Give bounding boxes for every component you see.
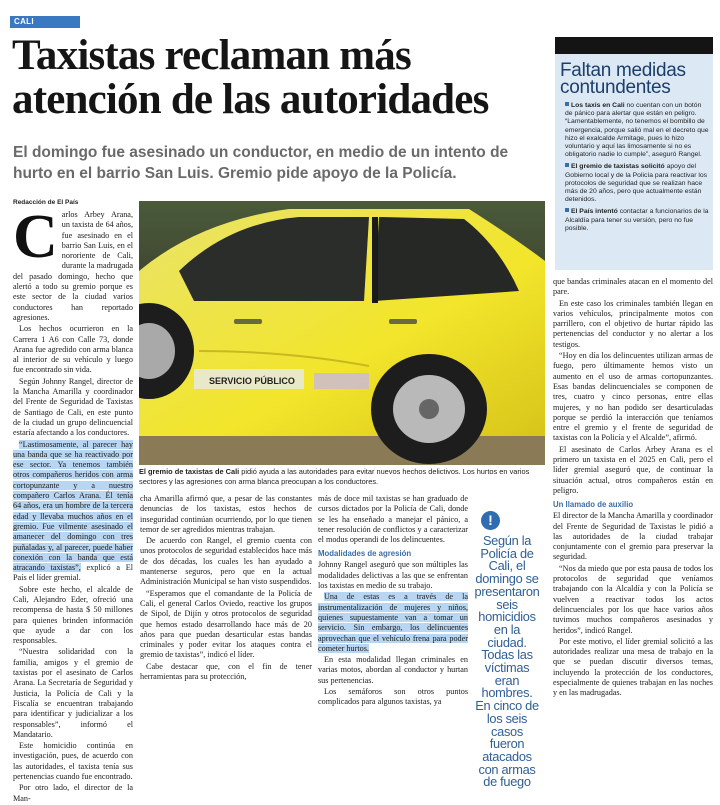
sidebar-item-lead: El gremio de taxistas solicitó — [571, 163, 665, 171]
paragraph: Johnny Rangel aseguró que son múltiples las modalidades delictivas a las que se enfrentan los taxistas en medio de su trabajo. — [318, 560, 468, 591]
bullet-square-icon — [565, 102, 569, 106]
bullet-square-icon — [565, 208, 569, 212]
sidebar-header-bar — [555, 37, 713, 54]
article-column-1 — [13, 203, 133, 805]
paragraph: cha Amarilla afirmó que, a pesar de las constantes denuncias de los taxistas, estos hechos de inseguridad continúan ocurriendo, por lo que tienen temor de ser agredidos mientras trabajan. — [140, 494, 312, 534]
paragraph: arlos Arbey Arana, un taxista de 64 años, fue asesinado en el barrio San Luis, en el nororiente de Cali, durante la madrugada del pasado domingo, hecho que alertó a todo su gremio porque es este sector de la ciudad varios conductores han reportado agresiones. — [13, 210, 133, 322]
caption-text: pidió ayuda a las autoridades para evitar nuevos hechos delictivos. Los hurtos en varios sectores y las agresiones con arma blanca preocupan a los conductores. — [139, 467, 530, 486]
paragraph: que bandas criminales atacan en el momento del pare. — [553, 277, 713, 297]
dropcap: C — [13, 203, 58, 271]
taxi-photo — [139, 201, 545, 465]
sidebar-body — [555, 96, 713, 233]
paragraph: Los hechos ocurrieron en la Carrera 1 A6 con Calle 73, donde Arana fue agredido con arma blanca al interior de su vehículo y luego fue encontrado sin vida. — [13, 324, 133, 375]
paragraph: “Nuestra solidaridad con la familia, amigos y el gremio de taxistas por el asesinato de Carlos Arana. La Secretaría de Seguridad y Justicia, la Policía de Cali y la Fiscalía se encuentran trabajando para identificar y judicializar a los responsables”, informó el Mandatario. — [13, 647, 133, 739]
sidebar-item — [565, 102, 709, 159]
subheadline: El domingo fue asesinado un conductor, en medio de un intento de hurto en el barrio San Luis. Gremio pide apoyo de la Policía. — [13, 144, 509, 182]
section-subhead: Un llamado de auxilio — [553, 500, 634, 510]
section-subhead: Modalidades de agresión — [318, 549, 412, 559]
byline: Redacción de El País — [13, 199, 79, 206]
sidebar-title: Faltan medidas contundentes — [560, 60, 686, 98]
sidebar-item — [565, 208, 709, 233]
sidebar-item-lead: Los taxis en Cali — [571, 102, 625, 109]
paragraph: En esta modalidad llegan criminales en varias motos, abordan al conductor y hurtan sus pertenencias. — [318, 655, 468, 685]
section-tag: CALI — [10, 16, 80, 28]
paragraph: En este caso los criminales también llegan en varios vehículos, principalmente motos con parrillero, con el objetivo de hurtar rápido las pertenencias del conductor y no alertar a los testigos. — [553, 298, 713, 349]
paragraph: Por otro lado, el director de la Man- — [13, 783, 133, 803]
sidebar-box — [555, 37, 713, 270]
paragraph: Por este motivo, el líder gremial solicitó a las autoridades realizar una mesa de trabajo en la que se puedan discutir diversos temas, incluyendo la protección de los conductores, especialmente de quienes trabajan en las noches y en las madrugadas. — [553, 636, 713, 698]
paragraph: Sobre este hecho, el alcalde de Cali, Alejandro Eder, ofreció una recompensa de hasta $ 50 millones para quienes brinden información que ayude a dar con los responsables. — [13, 584, 133, 646]
sidebar-item-text: apoyo del Gobierno local y de la Policía para reactivar los protocolos de seguridad que se realizan hace más de 20 años, pero que actualmente están detenidos. — [565, 163, 708, 204]
paragraph: El director de la Mancha Amarilla y coordinador del Frente de Seguridad de Taxistas le pidió a las autoridades de la ciudad trabajar conjuntamente con el gremio para preservar la seguridad. — [553, 511, 713, 562]
exclamation-icon — [481, 511, 500, 530]
photo-caption — [139, 467, 544, 487]
paragraph: más de doce mil taxistas se han graduado de cursos dictados por la Policía de Cali, donde se les ha enseñado a manejar el pánico, a tener resolución de conflictos y a caracterizar el modus operandi de los delincuentes. — [318, 494, 468, 545]
sidebar-item-text: contactar a funcionarios de la Alcaldía para tener su versión, pero no fue posible. — [565, 208, 709, 232]
paragraph: De acuerdo con Rangel, el gremio cuenta con unos protocolos de seguridad establecidos hace más de dos décadas, los cuales les han ayudado a mantenerse seguros, pero que en la actual Administración Municipal se han visto suspendidos. — [140, 536, 312, 587]
paragraph: “Nos da miedo que por esta pausa de todos los protocolos de seguridad que veníamos trabajando con la Alcaldía y con la Policía se vuelven a reactivar todos los actos delincuenciales por los que hace varios años tuvimos muchos compañeros asesinados y heridos”, indicó Rangel. — [553, 563, 713, 635]
headline: Taxistas reclaman más atención de las autoridades — [12, 32, 489, 123]
paragraph: Según Johnny Rangel, director de la Mancha Amarilla y coordinador del Frente de Seguridad de Taxistas de Santiago de Cali, en este punto de la ciudad un grupo delincuencial estaría afectando a los conductores. — [13, 376, 133, 438]
sidebar-item-text: no cuentan con un botón de pánico para alertar que están en peligro. “Lamentablemente, no tenemos el bombillo de emergencia, porque salió mal en el decreto que hizo el exalcalde Armitage, pues lo hizo voluntario y aquí las limosamente si no es obligatorio nadie lo cumple”, aseguró Rangel. — [565, 102, 709, 159]
bullet-square-icon — [565, 163, 569, 167]
plate-text: SERVICIO PÚBLICO — [209, 376, 295, 386]
sidebar-item — [565, 163, 709, 204]
paragraph — [13, 440, 133, 584]
caption-lead: El gremio de taxistas de Cali — [139, 467, 240, 476]
article-column-2 — [140, 494, 312, 683]
paragraph: Los semáforos son otros puntos complicados para algunos taxistas, ya — [318, 687, 468, 707]
paragraph: “Hoy en día los delincuentes utilizan armas de fuego, pero últimamente hemos visto un aumento en el uso de armas cortopunzantes. Esas bandas delincuenciales se componen de tres, cuatro y cinco personas, entre ellas mujeres, y no han podido ser desarticuladas porque se perdió la interacción que teníamos entre el gremio y el frente de seguridad de taxistas con la Policía y el Alcalde”, afirmó. — [553, 351, 713, 443]
paragraph: El asesinato de Carlos Arbey Arana es el primero un taxista en el 2025 en Cali, pero el líder gremial aseguró que, de continuar la situación actual, otros compañeros están en peligro. — [553, 444, 713, 495]
highlighted-text: Una de estas es a través de la instrumentalización de mujeres y niños, quienes supuestamente van a tomar un servicio. Sin embargo, los delincuentes aprovechan que el vehículo frena para poder cometer hurtos. — [318, 592, 468, 653]
article-column-4 — [553, 277, 713, 700]
paragraph — [318, 592, 468, 654]
pull-quote: Según la Policía de Cali, el domingo se presentaron seis homicidios en la ciudad. Todas las víctimas eran hombres. En cinco de los seis casos fueron atacados con armas de fuego — [474, 533, 540, 790]
article-column-3 — [318, 494, 468, 709]
highlighted-quote: “Lastimosamente, al parecer hay una banda que se ha reactivado por ese sector. Ya tenemos también otros compañeros heridos con arma cortopunzante y a nuestro compañero Carlos Arana. Él tenía 64 años, era un hombre de la tercera edad y llevaba muchos años en el gremio. Fue vilmente asesinado el amanecer del domingo con tres puñaladas y, al parecer, puede haber conexión con la banda que está atracando taxistas”, — [13, 439, 133, 573]
sidebar-item-lead: El País intentó — [571, 208, 618, 216]
paragraph-tail: explicó a El País el líder gremial. — [13, 563, 133, 583]
paragraph: Este homicidio continúa en investigación, pues, de acuerdo con las autoridades, el taxista tenía sus pertenencias cuando fue encontrado. — [13, 741, 133, 782]
paragraph: “Esperamos que el comandante de la Policía de Cali, el general Carlos Oviedo, reactive los grupos de Sipol, de Dijín y otros protocolos de seguridad que hemos estado desarrollando hace más de 20 años para que puedan desarticular estas bandas criminales y poder evitar los ataques contra el gremio de taxistas”, indicó el líder. — [140, 588, 312, 660]
paragraph: Cabe destacar que, con el fin de tener herramientas para su protección, — [140, 661, 312, 682]
